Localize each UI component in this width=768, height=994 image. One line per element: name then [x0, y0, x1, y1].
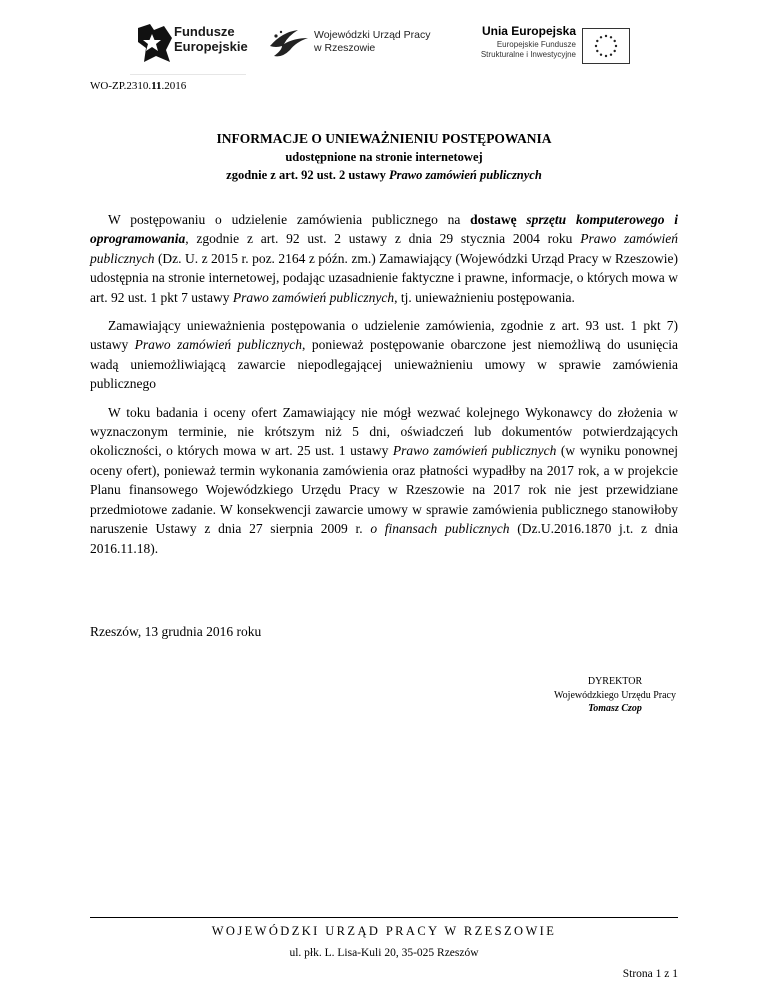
p1-text-3: (Dz. U. z 2015 r. poz. 2164 z późn. zm.) Zamawiający (Wojewódzki Urząd Pracy w Rzeszowie) udostępnia na stronie internetowej, podając uzasadnienie faktyczne i prawne, informacje, o których mowa w art. 92 ust. 1 pkt 7 ustawy [90, 250, 678, 305]
ue-logo-sub2: Strukturalne i Inwestycyjne [480, 50, 576, 59]
footer-address: ul. płk. L. Lisa-Kuli 20, 35-025 Rzeszów [289, 947, 479, 959]
paragraph-3 [90, 403, 678, 558]
wup-logo-line1: Wojewódzki Urząd Pracy [314, 29, 431, 41]
p1-italic-2: Prawo zamówień publicznych [232, 289, 395, 305]
p1-bold-italic: sprzętu komputerowego i oprogramowania [90, 212, 679, 247]
ue-logo-sub1: Europejskie Fundusze [496, 40, 576, 49]
wup-logo-line2: w Rzeszowie [314, 42, 376, 54]
reference-prefix: WO-ZP.2310. [90, 80, 152, 92]
p2-text-1: Zamawiający unieważnienia postępowania o udzielenie zamówienia, zgodnie z art. 93 ust. 1 pkt 7) ustawy [90, 318, 678, 353]
document-reference [90, 80, 186, 92]
eu-flag-icon [582, 28, 630, 64]
page-number: Strona 1 z 1 [622, 968, 678, 980]
signature-org: Wojewódzkiego Urzędu Pracy [554, 689, 676, 701]
place-and-date: Rzeszów, 13 grudnia 2016 roku [90, 624, 262, 639]
fe-star-icon [138, 24, 172, 62]
reference-suffix: .2016 [161, 80, 187, 92]
p2-italic-1: Prawo zamówień publicznych [134, 337, 303, 353]
p3-text-3: (Dz.U.2016.1870 j.t. z dnia 2016.11.18). [90, 521, 678, 556]
unia-europejska-logo [452, 12, 634, 74]
footer-organization: WOJEWÓDZKI URZĄD PRACY W RZESZOWIE [211, 924, 557, 938]
p1-italic-1: Prawo zamówień publicznych [90, 231, 678, 266]
logo-bar [0, 12, 768, 74]
ue-logo-text [452, 24, 576, 60]
fe-logo-line2: Europejskie [174, 39, 248, 54]
signature-block [520, 675, 710, 716]
wup-bird-icon [268, 26, 310, 60]
document-legal-basis [90, 166, 678, 184]
ue-logo-title: Unia Europejska [481, 24, 576, 38]
signature-role: DYREKTOR [587, 676, 643, 687]
fe-logo-line1: Fundusze [174, 24, 235, 39]
legal-basis-text: zgodnie z art. 92 ust. 2 ustawy [226, 168, 390, 182]
p3-italic-2: o finansach publicznych [370, 521, 510, 537]
p2-text-2: , ponieważ postępowanie obarczone jest niemożliwą do usunięcia wadą uniemożliwiającą zawarcie niepodlegającej unieważnieniu umowy w sprawie zamówienia publicznego [90, 337, 678, 392]
reference-number: 11 [151, 80, 162, 92]
document-title: INFORMACJE O UNIEWAŻNIENIU POSTĘPOWANIA [216, 131, 552, 146]
p1-text-4: , tj. unieważnieniu postępowania. [394, 289, 575, 305]
paragraph-1 [90, 210, 678, 307]
legal-basis-act: Prawo zamówień publicznych [389, 168, 542, 182]
signature-name: Tomasz Czop [588, 703, 642, 714]
p3-text-2: (w wyniku ponownej oceny ofert), ponieważ termin wykonania zamówienia oraz płatności wypadłby na 2017 rok, a w projekcie Planu finansowego Wojewódzkiego Urzędu Pracy w Rzeszowie na 2017 rok nie jest przewidziane przedmiotowe zadanie. W konsekwencji zawarcie umowy w sprawie zamówienia publicznego stanowiłoby naruszenie Ustawy z dnia 27 sierpnia 2009 r. [90, 443, 678, 537]
fundusze-europejskie-logo [130, 12, 246, 75]
p3-italic-1: Prawo zamówień publicznych [392, 443, 557, 459]
p1-text-1: W postępowaniu o udzielenie zamówienia publicznego na [108, 212, 471, 227]
wup-logo-text [314, 29, 431, 55]
fe-logo-text [174, 24, 248, 54]
document-title-block [90, 130, 678, 184]
paragraph-2 [90, 316, 678, 394]
document-body [90, 210, 678, 567]
wup-logo [268, 12, 450, 74]
p1-text-2: , zgodnie z art. 92 ust. 2 ustawy z dnia 29 stycznia 2004 roku [185, 231, 581, 247]
document-subtitle: udostępnione na stronie internetowej [285, 150, 483, 164]
p1-bold: dostawę [470, 212, 527, 227]
footer-divider [90, 917, 678, 918]
eu-stars-icon [583, 29, 629, 63]
p3-text-1: W toku badania i oceny ofert Zamawiający nie mógł wezwać kolejnego Wykonawcy do złożenia w wyznaczonym terminie, nie krótszym niż 5 dni, oświadczeń lub dokumentów potwierdzających okoliczności, o których mowa w art. 25 ust. 1 ustawy [90, 404, 678, 459]
